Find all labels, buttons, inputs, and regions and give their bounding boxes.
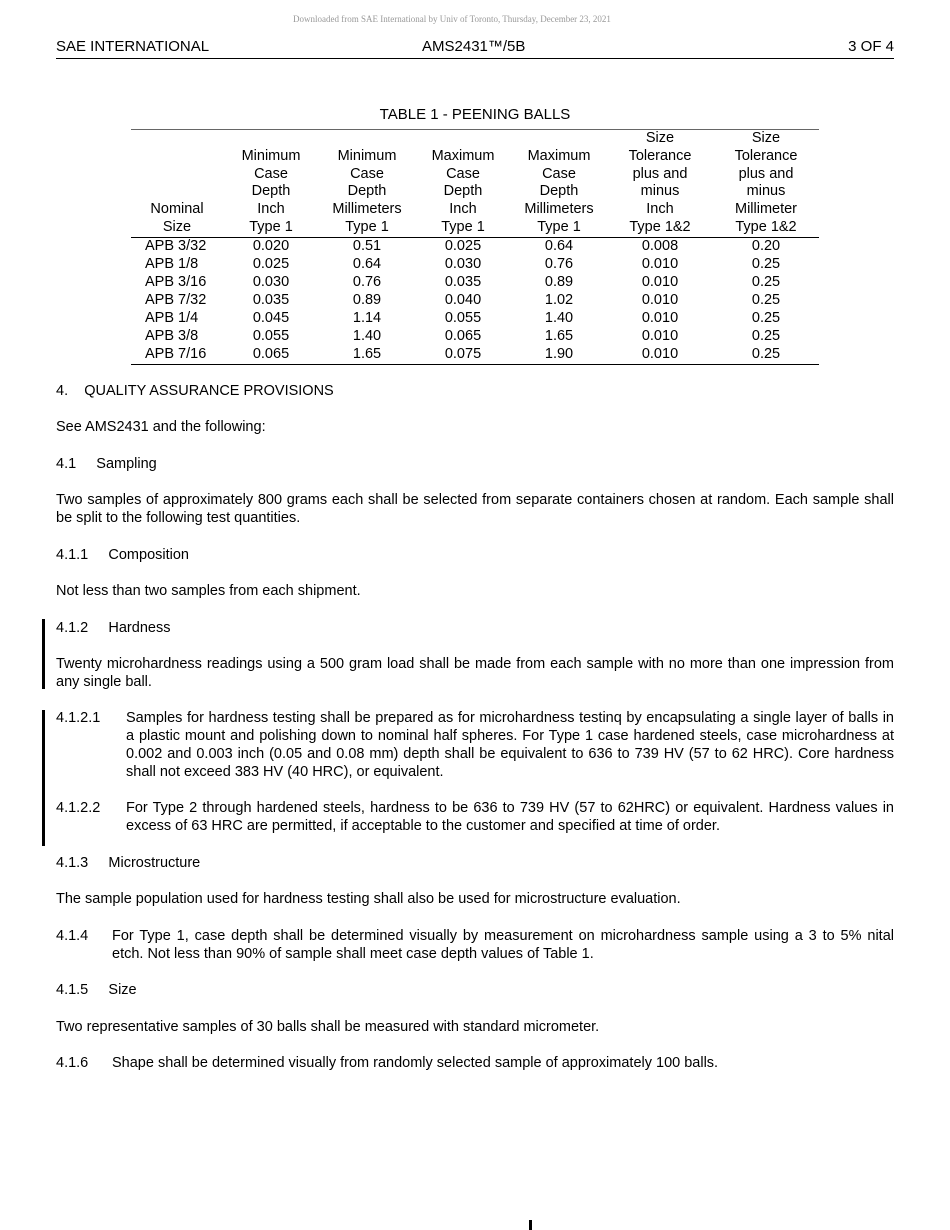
- column-header-line: minus: [746, 183, 786, 200]
- table-row: [131, 256, 819, 274]
- table-title: TABLE 1 - PEENING BALLS: [379, 106, 571, 123]
- table-row: [131, 310, 819, 328]
- column-header: [223, 130, 319, 238]
- nominal-size-cell: APB 7/32: [145, 291, 207, 308]
- column-header-line: Type 1&2: [735, 218, 797, 235]
- table-cell: 1.65: [544, 327, 574, 344]
- column-header: [511, 130, 607, 238]
- column-header-line: Inch: [257, 201, 285, 218]
- page-bottom-mark: [529, 1220, 532, 1230]
- column-header-line: Millimeter: [734, 201, 798, 218]
- section-4-1-2-text: Twenty microhardness readings using a 500 gram load shall be made from each sample with no more than one impression from any single ball.: [56, 656, 899, 690]
- section-4-1-4-text: For Type 1, case depth shall be determined visually by measurement on microhardness sample using a 3 to 5% nital etch. Not less than 90% of sample shall meet case depth values of Table 1.: [112, 928, 894, 962]
- column-header-line: Millimeters: [524, 201, 594, 218]
- column-header: [319, 130, 415, 238]
- table-cell: 0.010: [641, 327, 679, 344]
- table-cell: 0.25: [751, 309, 781, 326]
- column-header-line: Size: [162, 218, 192, 235]
- table-row: [131, 237, 819, 256]
- column-header-line: Depth: [539, 183, 579, 200]
- table-cell: 0.065: [444, 327, 482, 344]
- table-cell: 0.025: [444, 237, 482, 254]
- column-header-line: minus: [640, 183, 680, 200]
- table-cell: 0.008: [641, 237, 679, 254]
- column-header-line: Nominal: [150, 201, 204, 218]
- column-header-line: Size: [751, 130, 781, 146]
- column-header-line: Size: [645, 130, 675, 146]
- column-header-line: Case: [542, 165, 576, 182]
- table-row: [131, 346, 819, 365]
- table-cell: 0.89: [352, 291, 382, 308]
- section-number: 4.1.4: [56, 928, 89, 944]
- revision-bar: [42, 619, 45, 689]
- table-body: [131, 237, 819, 364]
- nominal-size-cell: APB 1/4: [145, 309, 199, 326]
- section-4-1-2-2: [56, 799, 894, 835]
- section-4-1-1-title: 4.1.1 Composition: [56, 547, 189, 563]
- table-cell: 0.035: [252, 291, 290, 308]
- table-cell: 1.14: [352, 309, 382, 326]
- table-row: [131, 328, 819, 346]
- section-4-title: 4. QUALITY ASSURANCE PROVISIONS: [56, 383, 334, 399]
- table-cell: 0.010: [641, 273, 679, 290]
- table-cell: 0.76: [352, 273, 382, 290]
- table-cell: 0.64: [352, 255, 382, 272]
- header-org: SAE INTERNATIONAL: [56, 38, 210, 55]
- table-cell: 1.02: [544, 291, 574, 308]
- page-header: [56, 38, 894, 59]
- section-4-1-title: 4.1 Sampling: [56, 456, 157, 472]
- table-cell: 0.25: [751, 327, 781, 344]
- table-cell: 1.40: [352, 327, 382, 344]
- column-header-line: Case: [254, 165, 288, 182]
- table-cell: 0.25: [751, 255, 781, 272]
- column-header-line: Type 1: [345, 218, 389, 235]
- table-cell: 1.40: [544, 309, 574, 326]
- column-header-line: Type 1: [537, 218, 581, 235]
- table-cell: 0.64: [544, 237, 574, 254]
- table-cell: 0.030: [444, 255, 482, 272]
- section-4-1-2-2-text: For Type 2 through hardened steels, hardness to be 636 to 739 HV (57 to 62HRC) or equivalent. Hardness values in excess of 63 HRC are permitted, if acceptable to the customer and specified at time of order.: [126, 800, 894, 834]
- table-row: [131, 292, 819, 310]
- table-cell: 1.90: [544, 345, 574, 362]
- table-header-row: [131, 130, 819, 238]
- column-header-line: Tolerance: [734, 147, 798, 164]
- column-header-line: Case: [446, 165, 480, 182]
- section-4-1-2-1: [56, 709, 894, 781]
- column-header-line: Type 1: [249, 218, 293, 235]
- column-header-line: plus and: [632, 165, 688, 182]
- peening-balls-table: [131, 129, 819, 365]
- column-header-line: Maximum: [527, 147, 591, 164]
- table-cell: 0.025: [252, 255, 290, 272]
- section-4-1-text: Two samples of approximately 800 grams each shall be selected from separate containers chosen at random. Each sample shall be split to the following test quantities.: [56, 492, 899, 526]
- section-4-1-2-title: 4.1.2 Hardness: [56, 620, 171, 636]
- table-cell: 0.065: [252, 345, 290, 362]
- column-header-line: Maximum: [431, 147, 495, 164]
- section-4-1-3-text: The sample population used for hardness testing shall also be used for microstructure evaluation.: [56, 891, 681, 907]
- table-cell: 0.25: [751, 273, 781, 290]
- header-doc-number: AMS2431™/5B: [422, 38, 526, 55]
- download-watermark: Downloaded from SAE International by Univ of Toronto, Thursday, December 23, 2021: [293, 14, 611, 24]
- table-cell: 0.010: [641, 255, 679, 272]
- column-header: [415, 130, 511, 238]
- table-row: [131, 274, 819, 292]
- column-header-line: Case: [350, 165, 384, 182]
- revision-bar: [42, 710, 45, 846]
- section-4-1-5-title: 4.1.5 Size: [56, 982, 137, 998]
- section-4-1-1-text: Not less than two samples from each shipment.: [56, 583, 361, 599]
- table-cell: 1.65: [352, 345, 382, 362]
- column-header-line: Depth: [443, 183, 483, 200]
- section-4-1-5-text: Two representative samples of 30 balls shall be measured with standard micrometer.: [56, 1019, 600, 1035]
- table-cell: 0.045: [252, 309, 290, 326]
- table-cell: 0.010: [641, 345, 679, 362]
- column-header-line: Inch: [449, 201, 477, 218]
- section-4-1-6: [56, 1054, 894, 1072]
- table-cell: 0.89: [544, 273, 574, 290]
- column-header-line: Depth: [251, 183, 291, 200]
- table-cell: 0.010: [641, 291, 679, 308]
- table-cell: 0.010: [641, 309, 679, 326]
- section-4-intro: See AMS2431 and the following:: [56, 419, 266, 435]
- column-header: [607, 130, 713, 238]
- column-header-line: Minimum: [241, 147, 301, 164]
- section-4-1-2-1-text: Samples for hardness testing shall be prepared as for microhardness testinq by encapsulating a single layer of balls in a plastic mount and polishing down to nominal half spheres. For Type 1 case hardened steels, case microhardness at 0.002 and 0.003 inch (0.05 and 0.08 mm) depth shall be equivalent to 636 to 739 HV (57 to 62 HRC). Core hardness shall not exceed 383 HV (40 HRC), or equivalent.: [126, 710, 894, 780]
- table-cell: 0.76: [544, 255, 574, 272]
- column-header-line: plus and: [738, 165, 794, 182]
- column-header-line: Millimeters: [332, 201, 402, 218]
- header-page-number: 3 OF 4: [848, 38, 894, 55]
- section-number: 4.1.6: [56, 1055, 89, 1071]
- table-cell: 0.035: [444, 273, 482, 290]
- column-header: [131, 130, 223, 238]
- nominal-size-cell: APB 3/32: [145, 237, 207, 254]
- table-cell: 0.020: [252, 237, 290, 254]
- table-cell: 0.25: [751, 345, 781, 362]
- table-cell: 0.030: [252, 273, 290, 290]
- table-cell: 0.51: [352, 237, 382, 254]
- nominal-size-cell: APB 7/16: [145, 345, 207, 362]
- table-cell: 0.25: [751, 291, 781, 308]
- table-cell: 0.040: [444, 291, 482, 308]
- nominal-size-cell: APB 1/8: [145, 255, 199, 272]
- column-header-line: Minimum: [337, 147, 397, 164]
- column-header-line: Depth: [347, 183, 387, 200]
- section-4-1-4: [56, 927, 894, 963]
- table-cell: 0.20: [751, 237, 781, 254]
- section-number: 4.1.2.2: [56, 800, 101, 816]
- column-header-line: Type 1: [441, 218, 485, 235]
- table-cell: 0.055: [252, 327, 290, 344]
- section-4-1-6-text: Shape shall be determined visually from randomly selected sample of approximately 100 balls.: [112, 1055, 719, 1071]
- nominal-size-cell: APB 3/8: [145, 327, 199, 344]
- nominal-size-cell: APB 3/16: [145, 273, 207, 290]
- column-header-line: Type 1&2: [629, 218, 691, 235]
- table-cell: 0.075: [444, 345, 482, 362]
- column-header-line: Tolerance: [628, 147, 692, 164]
- section-4-1-3-title: 4.1.3 Microstructure: [56, 855, 201, 871]
- column-header-line: Inch: [646, 201, 674, 218]
- column-header: [713, 130, 819, 238]
- table-cell: 0.055: [444, 309, 482, 326]
- section-number: 4.1.2.1: [56, 710, 101, 726]
